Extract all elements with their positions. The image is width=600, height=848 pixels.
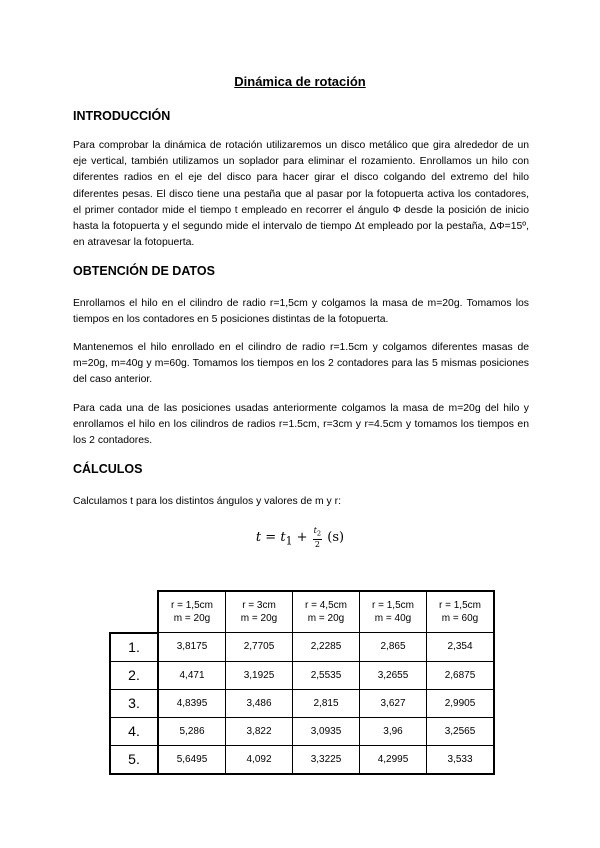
row-label: 5.: [110, 745, 158, 774]
row-label: 2.: [110, 661, 158, 689]
table-header-row: [110, 591, 494, 633]
data-paragraph-2: Mantenemos el hilo enrollado en el cilindro de radio r=1.5cm y colgamos diferentes masas de m=20g, m=40g y m=60g. Tomamos los tiempos en los 2 contadores para las 5 mismas posiciones del caso anterior.: [73, 342, 529, 386]
table-cell: 4,2995: [360, 745, 427, 774]
formula-unit: (s): [327, 529, 345, 545]
formula-frac-den: 2: [314, 539, 320, 549]
calc-heading: CÁLCULOS: [73, 462, 143, 476]
table-row: [110, 717, 494, 745]
table-cell: 2,9905: [427, 689, 495, 717]
row-label: 1.: [110, 633, 158, 662]
time-formula: [0, 526, 600, 549]
table-cell: 3,627: [360, 689, 427, 717]
formula-frac-num-sub: 2: [316, 529, 322, 538]
data-heading: OBTENCIÓN DE DATOS: [73, 264, 215, 278]
table-row: [110, 689, 494, 717]
table-row: [110, 745, 494, 774]
table-cell: 2,354: [427, 633, 495, 662]
table-cell: 4,471: [158, 661, 226, 689]
table-cell: 2,6875: [427, 661, 495, 689]
data-paragraph-3: Para cada una de las posiciones usadas anteriormente colgamos la masa de m=20g del hilo y enrollamos el hilo en los cilindros de radios r=1.5cm, r=3cm y r=4.5cm y tomamos los tiempos en los 2 contadores.: [73, 403, 529, 447]
column-header: r = 4,5cm m = 20g: [293, 591, 360, 633]
intro-paragraph: Para comprobar la dinámica de rotación utilizaremos un disco metálico que gira alrededor de un eje vertical, también utilizamos un soplador para eliminar el rozamiento. Enrollamos un hilo con diferentes radios en el eje del disco para hacer girar el disco colgando del extremo del hilo diferentes pesas. El disco tiene una pestaña que al pasar por la fotopuerta activa los contadores, el primer contador mide el tiempo t empleado en recorrer el ángulo Φ desde la posición de inicio hasta la fotopuerta y el segundo mide el intervalo de tiempo Δt empleado por la pestaña, ΔΦ=15º, en atravesar la fotopuerta.: [73, 140, 529, 249]
formula-fraction: [313, 526, 322, 549]
table-cell: 3,486: [226, 689, 293, 717]
row-label: 4.: [110, 717, 158, 745]
table-cell: 4,092: [226, 745, 293, 774]
table-cell: 2,5535: [293, 661, 360, 689]
intro-heading: INTRODUCCIÓN: [73, 109, 171, 123]
formula-t1: t: [280, 529, 286, 545]
table-row: [110, 661, 494, 689]
column-header: r = 1,5cm m = 20g: [158, 591, 226, 633]
table-cell: 3,96: [360, 717, 427, 745]
table-cell: 3,822: [226, 717, 293, 745]
table-cell: 2,7705: [226, 633, 293, 662]
table-cell: 3,0935: [293, 717, 360, 745]
formula-t1-sub: 1: [285, 534, 293, 548]
table-cell: 2,865: [360, 633, 427, 662]
table-cell: 3,8175: [158, 633, 226, 662]
table-cell: 3,3225: [293, 745, 360, 774]
column-header: r = 1,5cm m = 40g: [360, 591, 427, 633]
table-cell: 2,815: [293, 689, 360, 717]
table-cell: 4,8395: [158, 689, 226, 717]
formula-equals: =: [265, 529, 277, 545]
table-row: [110, 633, 494, 662]
table-cell: 3,533: [427, 745, 495, 774]
formula-frac-num: t: [313, 526, 317, 535]
table-cell: 3,1925: [226, 661, 293, 689]
table-cell: 5,6495: [158, 745, 226, 774]
data-paragraph-1: Enrollamos el hilo en el cilindro de radio r=1,5cm y colgamos la masa de m=20g. Tomamos los tiempos en los contadores en 5 posiciones distintas de la fotopuerta.: [73, 298, 529, 326]
formula-lhs: t: [255, 529, 262, 545]
table-cell: 3,2655: [360, 661, 427, 689]
table-cell: 2,2285: [293, 633, 360, 662]
table-cell: 5,286: [158, 717, 226, 745]
column-header: r = 3cm m = 20g: [226, 591, 293, 633]
column-header: r = 1,5cm m = 60g: [427, 591, 495, 633]
table-cell: 3,2565: [427, 717, 495, 745]
row-label: 3.: [110, 689, 158, 717]
document-title: Dinámica de rotación: [234, 74, 366, 89]
times-table: [109, 590, 495, 775]
formula-plus: +: [296, 529, 308, 545]
calc-intro: Calculamos t para los distintos ángulos y valores de m y r:: [73, 496, 341, 507]
table-corner: [110, 591, 158, 633]
